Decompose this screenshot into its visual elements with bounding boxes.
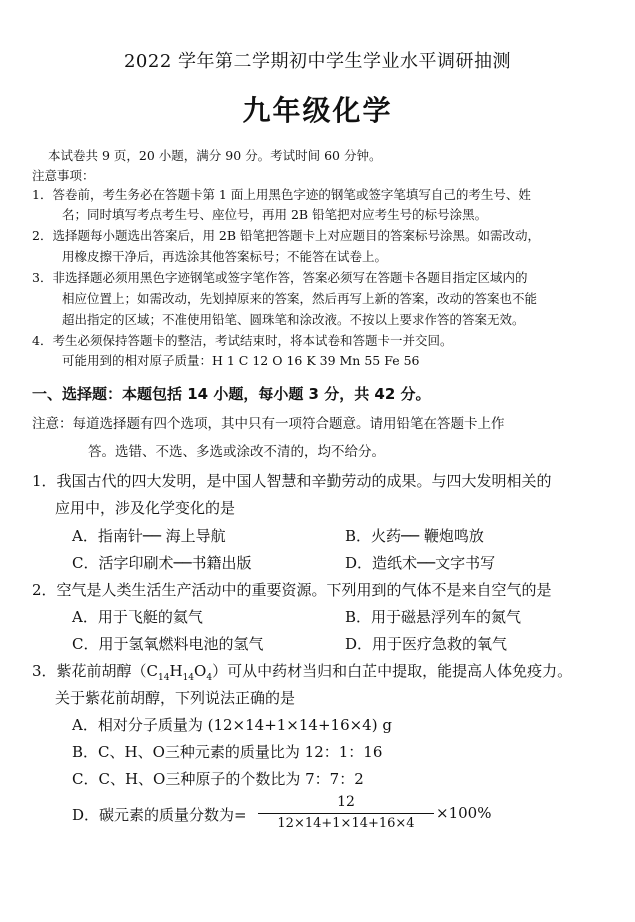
note-3-line-1: 3．非选择题必须用黑色字迹钢笔或签字笔作答，答案必须写在答题卡各题目指定区域内的 — [32, 270, 528, 285]
q3-formula-o: O — [194, 662, 207, 680]
section-1-title: 一、选择题：本题包括 14 小题，每小题 3 分，共 42 分。 — [32, 385, 431, 403]
fraction-numerator: 12 — [337, 794, 355, 810]
note-2-line-1: 2．选择题每小题选出答案后，用 2B 铅笔把答题卡上对应题目的答案标号涂黑。如需改动， — [32, 228, 541, 243]
q3-option-c: C．C、H、O三种原子的个数比为 7：7：2 — [72, 770, 364, 788]
note-3-line-2: 相应位置上；如需改动，先划掉原来的答案，然后再写上新的答案，改动的答案也不能 — [62, 291, 538, 306]
fraction-bar — [258, 813, 434, 814]
q3-stem-line-2: 关于紫花前胡醇，下列说法正确的是 — [55, 689, 296, 707]
q3-option-d-prefix: D．碳元素的质量分数为= — [72, 806, 247, 824]
q2-stem-line-1: 2．空气是人类生活生产活动中的重要资源。下列用到的气体不是来自空气的是 — [32, 581, 552, 599]
section-1-note-line-1: 注意：每道选择题有四个选项，其中只有一项符合题意。请用铅笔在答题卡上作 — [32, 416, 505, 432]
q2-option-d: D．用于医疗急救的氧气 — [345, 635, 508, 653]
q3-formula-sub-o: 4 — [206, 673, 213, 683]
q1-option-d: D．造纸术──文字书写 — [345, 554, 496, 572]
fraction-denominator: 12×14+1×14+16×4 — [277, 816, 415, 831]
q3-option-d-suffix: ×100% — [436, 804, 492, 822]
q3-stem-suffix: ）可从中药材当归和白芷中提取，能提高人体免疫力。 — [212, 662, 573, 680]
exam-header-title: 2022 学年第二学期初中学生学业水平调研抽测 — [123, 51, 512, 72]
subject-title: 九年级化学 — [242, 94, 393, 127]
q2-option-c: C．用于氢氧燃料电池的氢气 — [72, 635, 264, 653]
note-1-line-2: 名；同时填写考点考生号、座位号，再用 2B 铅笔把对应考生号的标号涂黑。 — [62, 207, 488, 222]
q1-stem-line-2: 应用中，涉及化学变化的是 — [55, 499, 236, 517]
note-1-line-1: 1．答卷前，考生务必在答题卡第 1 面上用黑色字迹的钢笔或签字笔填写自己的考生号、姓 — [32, 187, 531, 202]
q1-option-c: C．活字印刷术──书籍出版 — [72, 554, 252, 572]
section-1-note-line-2: 答。选错、不选、多选或涂改不清的，均不给分。 — [88, 444, 385, 460]
notes-title: 注意事项： — [32, 168, 95, 183]
atomic-masses: 可能用到的相对原子质量：H 1 C 12 O 16 K 39 Mn 55 Fe 56 — [62, 353, 420, 368]
q3-formula-h: H — [169, 662, 183, 680]
q1-option-b: B．火药── 鞭炮鸣放 — [345, 527, 484, 545]
q1-option-a: A．指南针── 海上导航 — [72, 527, 226, 545]
q3-stem-prefix: 3．紫花前胡醇（C — [32, 662, 159, 680]
q3-stem-line-1 — [32, 660, 572, 683]
q2-option-a: A．用于飞艇的氦气 — [72, 608, 203, 626]
q3-option-a: A．相对分子质量为 (12×14+1×14+16×4) g — [72, 716, 392, 734]
q3-option-d-fraction — [258, 794, 434, 834]
q1-stem-line-1: 1．我国古代的四大发明，是中国人智慧和辛勤劳动的成果。与四大发明相关的 — [32, 472, 552, 490]
q3-option-b: B．C、H、O三种元素的质量比为 12：1：16 — [72, 743, 383, 761]
note-4-line-1: 4．考生必须保持答题卡的整洁，考试结束时，将本试卷和答题卡一并交回。 — [32, 333, 453, 348]
note-2-line-2: 用橡皮擦干净后，再选涂其他答案标号；不能答在试卷上。 — [62, 249, 388, 264]
exam-info-line: 本试卷共 9 页，20 小题，满分 90 分。考试时间 60 分钟。 — [48, 148, 382, 163]
note-3-line-3: 超出指定的区域；不准使用铅笔、圆珠笔和涂改液。不按以上要求作答的答案无效。 — [62, 312, 525, 327]
q2-option-b: B．用于磁悬浮列车的氮气 — [345, 608, 522, 626]
q3-formula-sub-h: 14 — [182, 673, 195, 683]
q3-formula-sub-c: 14 — [158, 673, 170, 683]
